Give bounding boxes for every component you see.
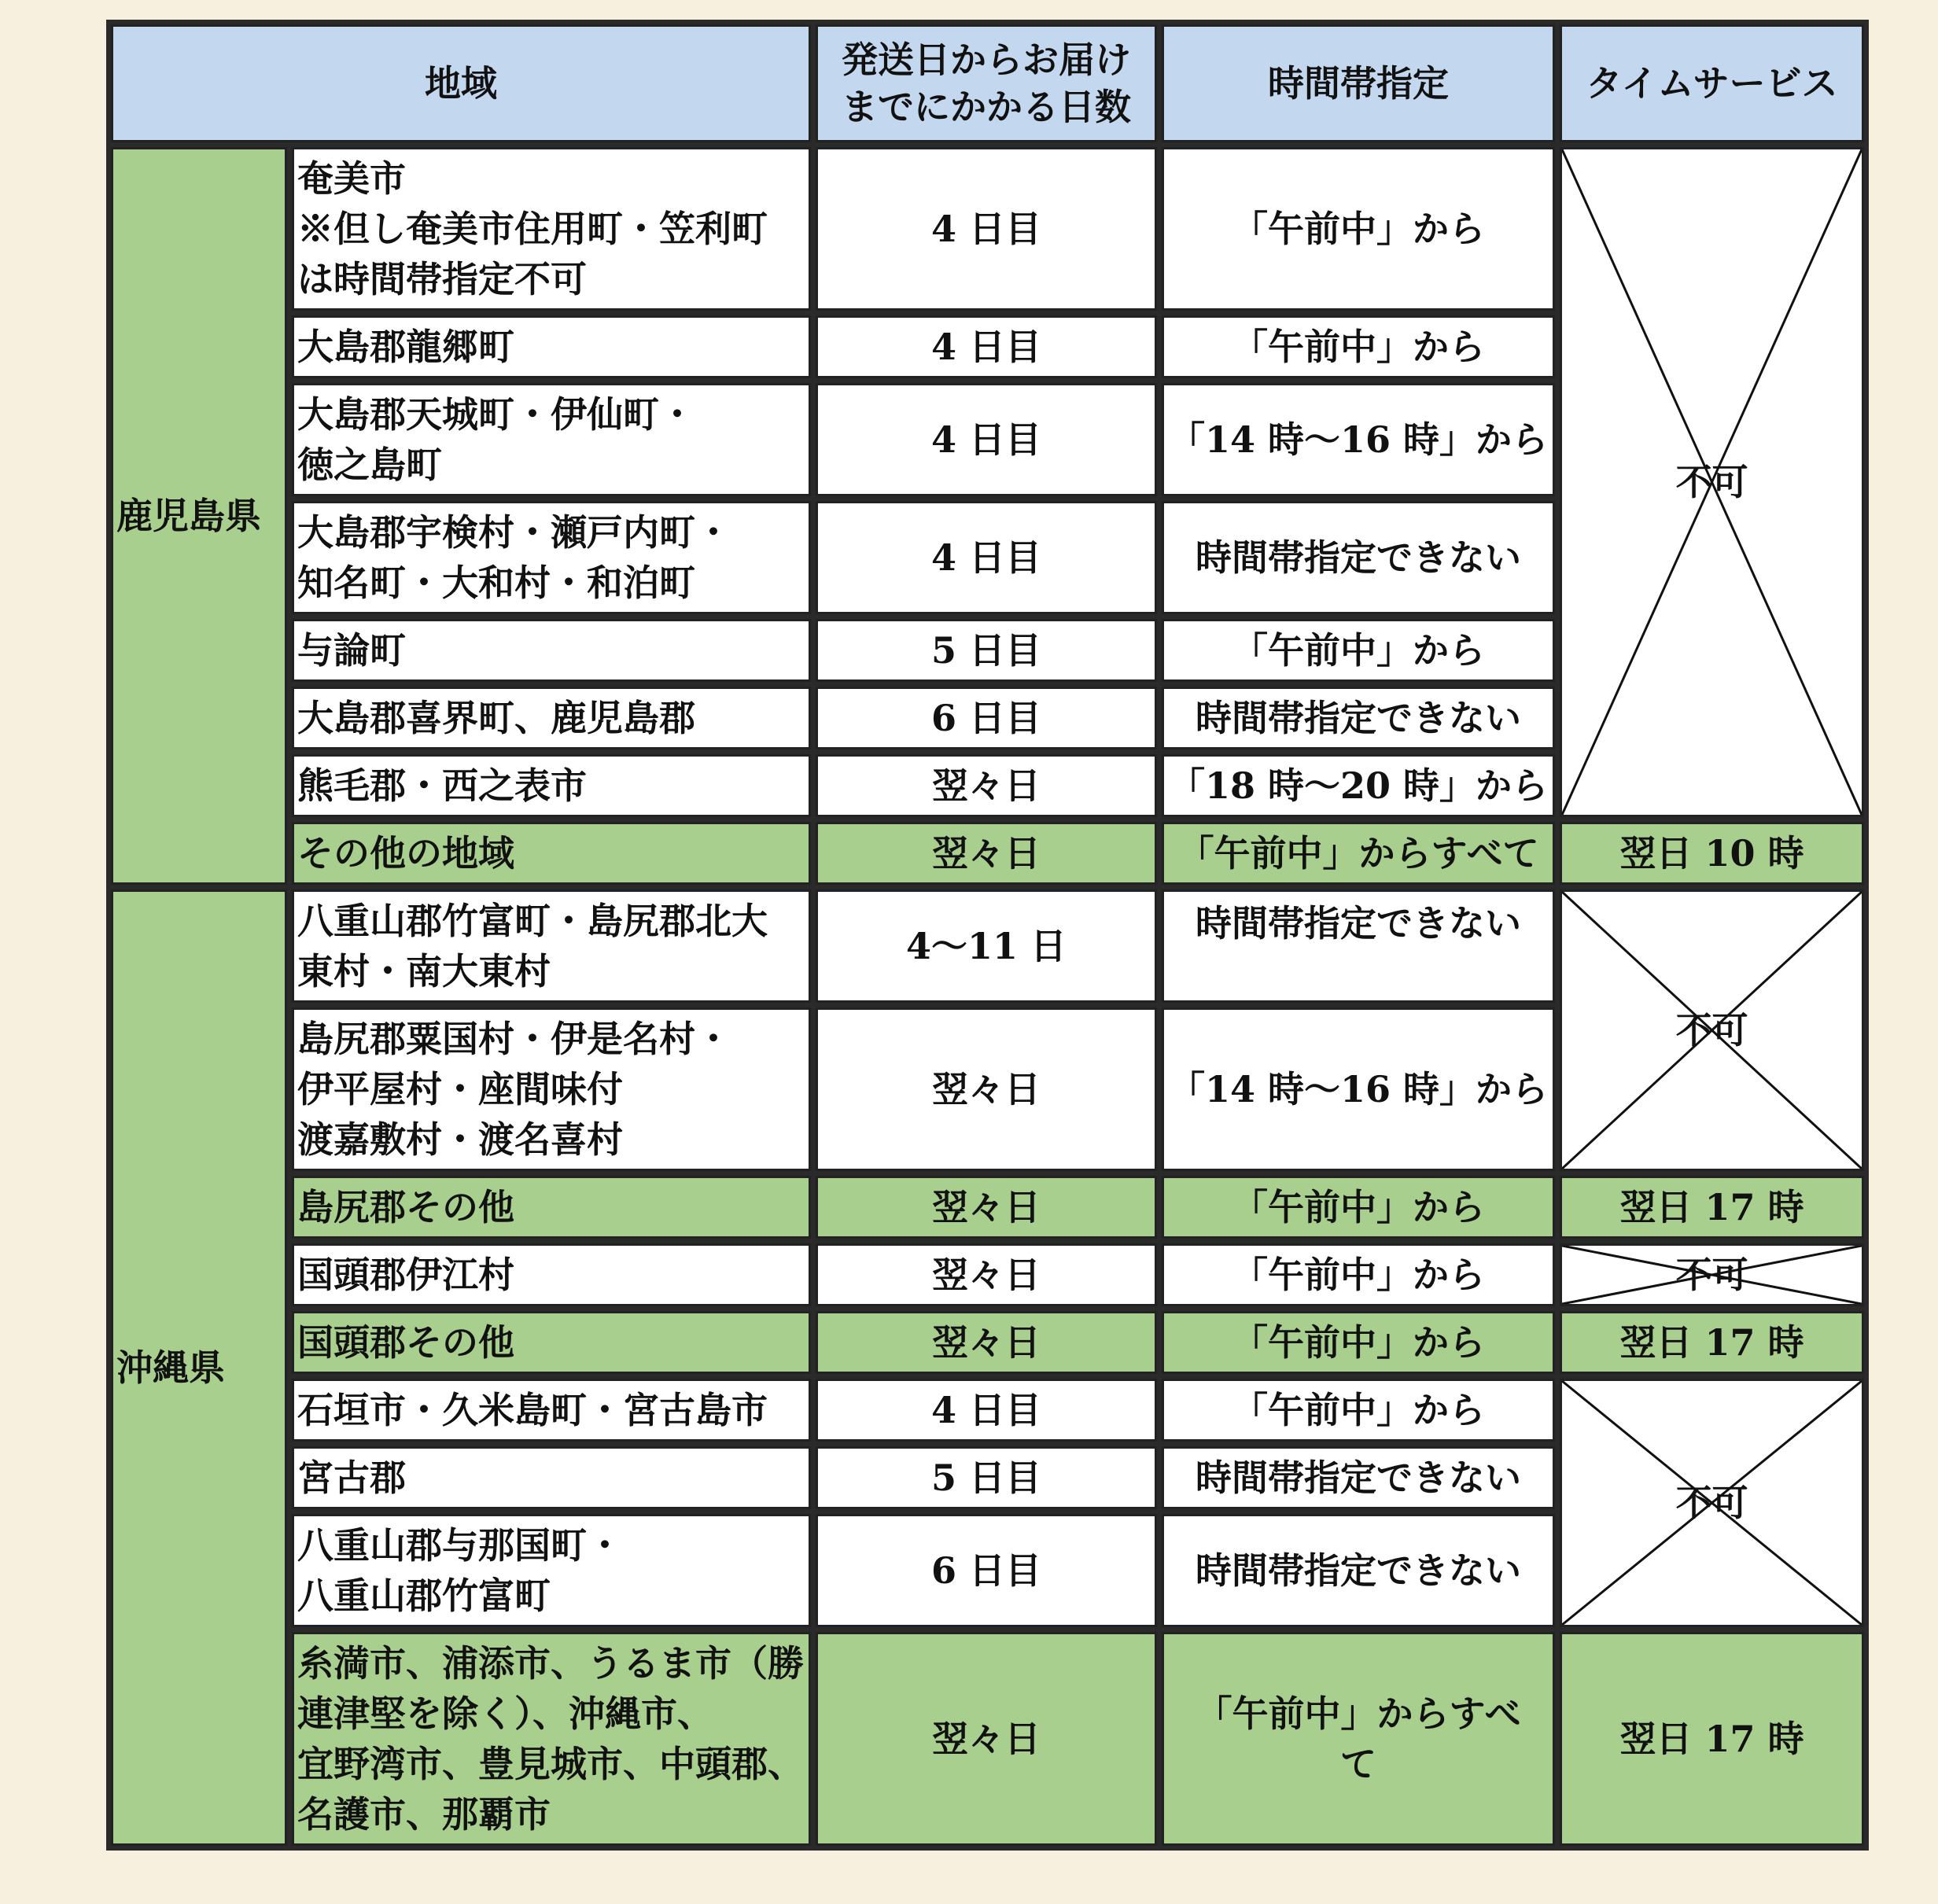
- time-slot-cell: 時間帯指定できない: [1162, 1446, 1555, 1509]
- time-slot-cell: 時間帯指定できない: [1162, 687, 1555, 749]
- days-cell: 翌々日: [816, 822, 1157, 885]
- not-available-cell: [1560, 1243, 1864, 1306]
- time-slot-cell: 「午前中」からすべて: [1162, 822, 1555, 885]
- days-cell: 翌々日: [816, 1007, 1157, 1171]
- days-cell: 6 日目: [816, 687, 1157, 749]
- area-cell: 大島郡喜界町、鹿児島郡: [292, 687, 811, 749]
- header-region: 地域: [111, 24, 811, 142]
- area-cell: 島尻郡粟国村・伊是名村・ 伊平屋村・座間味付 渡嘉敷村・渡名喜村: [292, 1007, 811, 1171]
- not-available-cell: [1560, 889, 1864, 1171]
- time-slot-cell: 「14 時～16 時」から: [1162, 1007, 1555, 1171]
- delivery-table: [106, 20, 1869, 1851]
- days-cell: 翌々日: [816, 754, 1157, 817]
- not-available-cell: [1560, 147, 1864, 817]
- table-row: [111, 889, 1864, 1003]
- not-available-label: 不可: [1675, 461, 1748, 503]
- time-service-cell: 翌日 10 時: [1560, 822, 1864, 885]
- prefecture-kagoshima: 鹿児島県: [111, 147, 287, 885]
- area-cell: 大島郡龍郷町: [292, 315, 811, 378]
- table-row: [111, 822, 1864, 885]
- prefecture-okinawa: 沖縄県: [111, 889, 287, 1846]
- table-row: [111, 1632, 1864, 1846]
- days-cell: 4 日目: [816, 315, 1157, 378]
- area-cell: 糸満市、浦添市、うるま市（勝 連津堅を除く）、沖縄市、 宜野湾市、豊見城市、中頭郡、 名護市、那覇市: [292, 1632, 811, 1846]
- area-cell: 国頭郡その他: [292, 1311, 811, 1374]
- days-cell: 翌々日: [816, 1243, 1157, 1306]
- days-cell: 4～11 日: [816, 889, 1157, 1003]
- days-cell: 翌々日: [816, 1176, 1157, 1239]
- time-service-cell: 翌日 17 時: [1560, 1311, 1864, 1374]
- time-slot-cell: 「18 時～20 時」から: [1162, 754, 1555, 817]
- time-service-cell: 翌日 17 時: [1560, 1632, 1864, 1846]
- days-cell: 4 日目: [816, 1379, 1157, 1442]
- days-cell: 翌々日: [816, 1311, 1157, 1374]
- time-slot-cell: 「午前中」からすべ て: [1162, 1632, 1555, 1846]
- days-cell: 4 日目: [816, 147, 1157, 311]
- time-slot-cell: 「午前中」から: [1162, 619, 1555, 682]
- area-cell: 島尻郡その他: [292, 1176, 811, 1239]
- area-cell: 熊毛郡・西之表市: [292, 754, 811, 817]
- not-available-label: 不可: [1675, 1482, 1748, 1524]
- header-time-service: タイムサービス: [1560, 24, 1864, 142]
- area-cell: 大島郡天城町・伊仙町・ 徳之島町: [292, 383, 811, 496]
- days-cell: 5 日目: [816, 619, 1157, 682]
- header-time-slot: 時間帯指定: [1162, 24, 1555, 142]
- not-available-label: 不可: [1675, 1254, 1748, 1296]
- table-row: [111, 1176, 1864, 1239]
- area-cell: 八重山郡竹富町・島尻郡北大 東村・南大東村: [292, 889, 811, 1003]
- time-slot-cell: 「午前中」から: [1162, 1176, 1555, 1239]
- area-cell: その他の地域: [292, 822, 811, 885]
- days-cell: 6 日目: [816, 1514, 1157, 1627]
- time-slot-cell: 「午前中」から: [1162, 147, 1555, 311]
- days-cell: 4 日目: [816, 383, 1157, 496]
- time-slot-cell: 時間帯指定できない: [1162, 1514, 1555, 1627]
- not-available-cell: [1560, 1379, 1864, 1627]
- table-row: [111, 1243, 1864, 1306]
- days-cell: 5 日目: [816, 1446, 1157, 1509]
- area-cell: 奄美市 ※但し奄美市住用町・笠利町 は時間帯指定不可: [292, 147, 811, 311]
- area-cell: 大島郡宇検村・瀬戸内町・ 知名町・大和村・和泊町: [292, 501, 811, 614]
- area-cell: 八重山郡与那国町・ 八重山郡竹富町: [292, 1514, 811, 1627]
- header-row: [111, 24, 1864, 142]
- area-cell: 国頭郡伊江村: [292, 1243, 811, 1306]
- time-slot-cell: 「午前中」から: [1162, 1379, 1555, 1442]
- area-cell: 石垣市・久米島町・宮古島市: [292, 1379, 811, 1442]
- time-slot-cell: 「14 時～16 時」から: [1162, 383, 1555, 496]
- header-days: 発送日からお届け までにかかる日数: [816, 24, 1157, 142]
- table-row: [111, 147, 1864, 311]
- time-slot-cell: 時間帯指定できない: [1162, 501, 1555, 614]
- area-cell: 宮古郡: [292, 1446, 811, 1509]
- days-cell: 翌々日: [816, 1632, 1157, 1846]
- days-cell: 4 日目: [816, 501, 1157, 614]
- table-row: [111, 1311, 1864, 1374]
- time-slot-cell: 「午前中」から: [1162, 315, 1555, 378]
- time-slot-cell: 時間帯指定できない: [1162, 889, 1555, 1003]
- time-slot-cell: 「午前中」から: [1162, 1243, 1555, 1306]
- time-service-cell: 翌日 17 時: [1560, 1176, 1864, 1239]
- not-available-label: 不可: [1675, 1009, 1748, 1051]
- area-cell: 与論町: [292, 619, 811, 682]
- time-slot-cell: 「午前中」から: [1162, 1311, 1555, 1374]
- table-row: [111, 1379, 1864, 1442]
